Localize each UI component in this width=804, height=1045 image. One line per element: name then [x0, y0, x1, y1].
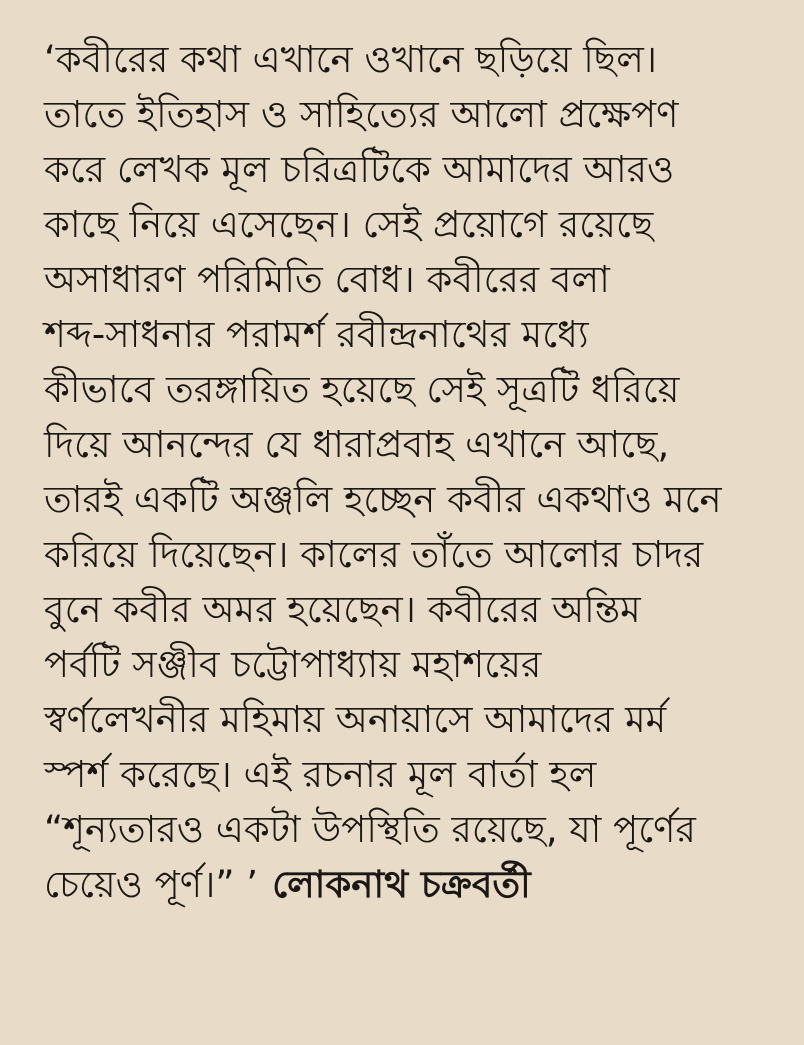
quote-block — [44, 32, 774, 912]
quote-line-5: অসাধারণ পরিমিতি বোধ। কবীরের বলা — [44, 258, 610, 301]
quote-line-4: কাছে নিয়ে এসেছেন। সেই প্রয়োগে রয়েছে — [44, 203, 654, 246]
quote-line-2: তাতে ইতিহাস ও সাহিত্যের আলো প্রক্ষেপণ — [44, 93, 679, 136]
quote-line-15: “শূন্যতারও একটা উপস্থিতি রয়েছে, যা পূর্ণের — [44, 808, 696, 851]
quote-line-9: তারই একটি অঞ্জলি হচ্ছেন কবীর একথাও মনে — [44, 478, 722, 521]
quote-line-13: স্বর্ণলেখনীর মহিমায় অনায়াসে আমাদের মর্ম — [44, 698, 667, 741]
author-name: লোকনাথ চক্রবর্তী — [272, 863, 531, 906]
quote-closing-text: চেয়েও পূর্ণ।” ’ — [44, 863, 259, 906]
quote-line-10: করিয়ে দিয়েছেন। কালের তাঁতে আলোর চাদর — [44, 533, 704, 576]
quote-line-7: কীভাবে তরঙ্গায়িত হয়েছে সেই সূত্রটি ধরিয়ে — [44, 368, 680, 411]
quote-line-11: বুনে কবীর অমর হয়েছেন। কবীরের অন্তিম — [44, 588, 641, 631]
quote-line-1: ‘কবীরের কথা এখানে ওখানে ছড়িয়ে ছিল। — [44, 38, 658, 81]
quote-line-6: শব্দ-সাধনার পরামর্শ রবীন্দ্রনাথের মধ্যে — [44, 313, 589, 356]
quote-last-line — [44, 857, 774, 912]
quote-line-14: স্পর্শ করেছে। এই রচনার মূল বার্তা হল — [44, 753, 597, 796]
quote-line-3: করে লেখক মূল চরিত্রটিকে আমাদের আরও — [44, 148, 675, 191]
quote-line-8: দিয়ে আনন্দের যে ধারাপ্রবাহ এখানে আছে, — [44, 423, 670, 466]
quote-line-12: পর্বটি সঞ্জীব চট্টোপাধ্যায় মহাশয়ের — [44, 643, 542, 686]
